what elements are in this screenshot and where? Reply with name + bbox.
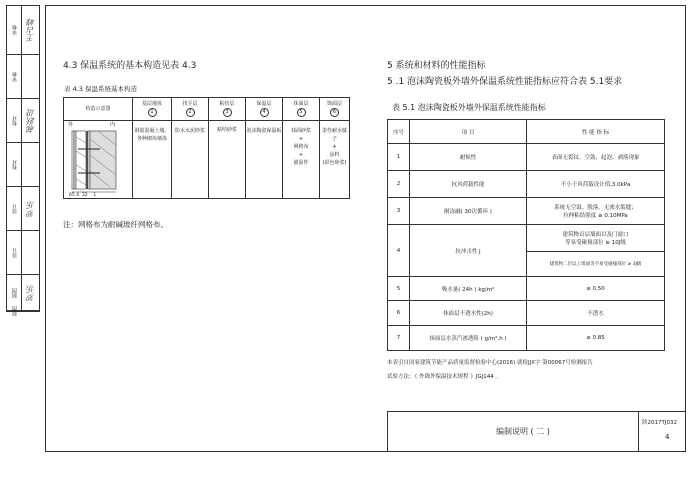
table-4-3-header — [209, 98, 246, 121]
table-row — [388, 277, 665, 301]
table-5-1 — [387, 119, 665, 351]
row-value: ≤ 0.50 — [527, 277, 665, 301]
approval-strip — [6, 5, 40, 316]
table-4-3-header — [133, 98, 172, 121]
table-4-3-header — [64, 98, 133, 121]
row-value: 不透水 — [527, 301, 665, 326]
diagram-inside-label: 内 — [110, 122, 116, 128]
page-number: 4 — [665, 433, 670, 441]
approval-label — [7, 231, 22, 274]
approval-signature — [22, 231, 39, 274]
sheet-title: 编制说明 ( 二 ) — [496, 427, 550, 436]
col-no-header: 序号 — [388, 120, 410, 144]
header-label: 饰面层 — [326, 101, 342, 107]
test-method-note: 试验方法：《 外墙外保温技术规程 》JGJ144 。 — [387, 374, 502, 380]
adhesive-layer-cell: 粘结砂浆 — [209, 121, 246, 199]
signature-text: 王占峰 — [26, 18, 35, 42]
layer-number-badge: 3 — [223, 108, 232, 117]
header-label: 粘结层 — [219, 101, 235, 107]
table-4-3-header — [320, 98, 350, 121]
title-block — [387, 411, 685, 451]
table-row — [388, 225, 665, 252]
header-label: 基层墙体 — [141, 101, 162, 107]
row-no: 1 — [388, 144, 410, 171]
approval-cell-designer — [7, 187, 39, 231]
leveling-layer-cell: 防水水泥砂浆 — [172, 121, 209, 199]
title-block-divider — [638, 412, 639, 452]
layer-number-badge: 4 — [260, 108, 269, 117]
table-4-3-title: 表 4.3 保温系统基本构造 — [64, 85, 137, 93]
table-4-3-header — [172, 98, 209, 121]
table-row — [388, 171, 665, 198]
row-no: 4 — [388, 225, 410, 277]
approval-label — [7, 55, 22, 98]
diagram-outside-label: 外 — [68, 122, 74, 128]
table-4-3-header — [283, 98, 320, 121]
section-5-heading: 5 系统和材料的性能指标 — [387, 61, 486, 71]
row-no: 5 — [388, 277, 410, 301]
approval-signature — [22, 6, 39, 54]
approval-label-text: 设计 — [11, 203, 18, 214]
approval-label — [7, 99, 22, 142]
row-value: 不小于风荷载设计值,3.0kPa — [527, 171, 665, 198]
approval-label-text: 制图 — [11, 287, 18, 298]
row-item: 抗风荷载性能 — [410, 171, 527, 198]
approval-label — [7, 6, 22, 54]
header-label: 抹面层 — [293, 101, 309, 107]
table-row — [388, 326, 665, 351]
construction-diagram — [64, 121, 133, 199]
approval-signature — [22, 55, 39, 98]
row-value: 建筑物二层以上墙面等不易受碰撞部位 ≥ 3J级 — [527, 252, 665, 277]
finish-layer-cell: 柔性耐水腻子 + 涂料 (彩色砂浆) — [320, 121, 350, 199]
section-4-3-heading: 4.3 保温系统的基本构造见表 4.3 — [63, 61, 197, 71]
approval-label-text: 设计 — [11, 247, 18, 258]
row-item: 抹面层水蒸汽渗透阻 ( g/m².h ) — [410, 326, 527, 351]
layer-number-badge: 1 — [148, 108, 157, 117]
row-value: ≥ 0.85 — [527, 326, 665, 351]
render-layer-cell: 抹面砂浆 + 网格布 + 锚固件 — [283, 121, 320, 199]
approval-label — [7, 187, 22, 230]
table-4-3-header — [246, 98, 283, 121]
base-wall-cell: 钢筋混凝土墙、各种砌块墙体 — [133, 121, 172, 199]
row-value: 建筑物首层墙面以及门窗口 等易受碰撞部位 ≥ 10J级 — [527, 225, 665, 252]
table-4-3-note: 注：网格布为耐碱玻纤网格布。 — [63, 220, 168, 229]
row-no: 2 — [388, 171, 410, 198]
header-label: 找平层 — [182, 101, 198, 107]
table-row — [388, 198, 665, 225]
approval-label-text: 校对 — [11, 115, 18, 126]
row-item: 耐冻融( 30次循环 ) — [410, 198, 527, 225]
table-source-note: 本表引自国家建筑节能产品质量监督检验中心(2016) 就检JJX字 第00067号检测报告 — [387, 360, 593, 366]
atlas-number: 陕2017TJ032 — [642, 420, 677, 426]
approval-label — [7, 275, 22, 310]
insulation-layer-cell: 泡沫陶瓷保温板 — [246, 121, 283, 199]
col-item-header: 项 目 — [410, 120, 527, 144]
row-item: 吸水量( 24h ) kg/m² — [410, 277, 527, 301]
row-no: 6 — [388, 301, 410, 326]
diagram-layer-numbers: 65 4 32 1 — [69, 193, 97, 198]
approval-signature — [22, 143, 39, 186]
wall-layers-drawing — [64, 129, 132, 199]
signature-text: 罗乐 — [26, 284, 35, 301]
row-item: 耐候性 — [410, 144, 527, 171]
row-item: 抗冲击性 J — [410, 225, 527, 277]
approval-signature — [22, 187, 39, 230]
approval-cell-proofreader — [7, 99, 39, 143]
approval-signature — [22, 275, 39, 310]
row-item: 抹面层不透水性(2h) — [410, 301, 527, 326]
header-label: 保温层 — [256, 101, 272, 107]
row-value: 系统无空鼓、脱落，无渗水裂缝； 拉伸粘结强度 ≥ 0.10MPa — [527, 198, 665, 225]
approval-label-text: 校对 — [11, 159, 18, 170]
approval-label-text: 审核 — [11, 25, 18, 35]
approval-cell-reviewer — [7, 6, 39, 55]
section-5-1-heading: 5 .1 泡沫陶瓷板外墙外保温系统性能指标应符合表 5.1要求 — [387, 77, 623, 87]
table-row — [388, 301, 665, 326]
table-4-3 — [63, 97, 350, 199]
signature-text: 郝跃进 — [26, 108, 35, 133]
signature-text: 罗乐 — [26, 200, 35, 217]
layer-number-badge: 6 — [330, 108, 339, 117]
layer-number-badge: 5 — [297, 108, 306, 117]
header-label: 构造示意图 — [85, 105, 111, 112]
row-value: 表面无裂纹、空鼓、起泡、剥落现象 — [527, 144, 665, 171]
table-row — [388, 144, 665, 171]
approval-label-text: 审核 — [11, 71, 18, 82]
approval-signature — [22, 99, 39, 142]
approval-cell-reviewer-sign — [7, 55, 39, 99]
col-index-header: 性 能 指 标 — [527, 120, 665, 144]
table-5-1-title: 表 5.1 泡沫陶瓷板外墙外保温系统性能指标 — [392, 103, 546, 112]
approval-label-text: 制图 — [11, 306, 18, 316]
approval-label — [7, 143, 22, 186]
row-no: 3 — [388, 198, 410, 225]
approval-cell-designer-sign — [7, 231, 39, 275]
row-no: 7 — [388, 326, 410, 351]
approval-cell-proofreader-sign — [7, 143, 39, 187]
layer-number-badge: 2 — [186, 108, 195, 117]
